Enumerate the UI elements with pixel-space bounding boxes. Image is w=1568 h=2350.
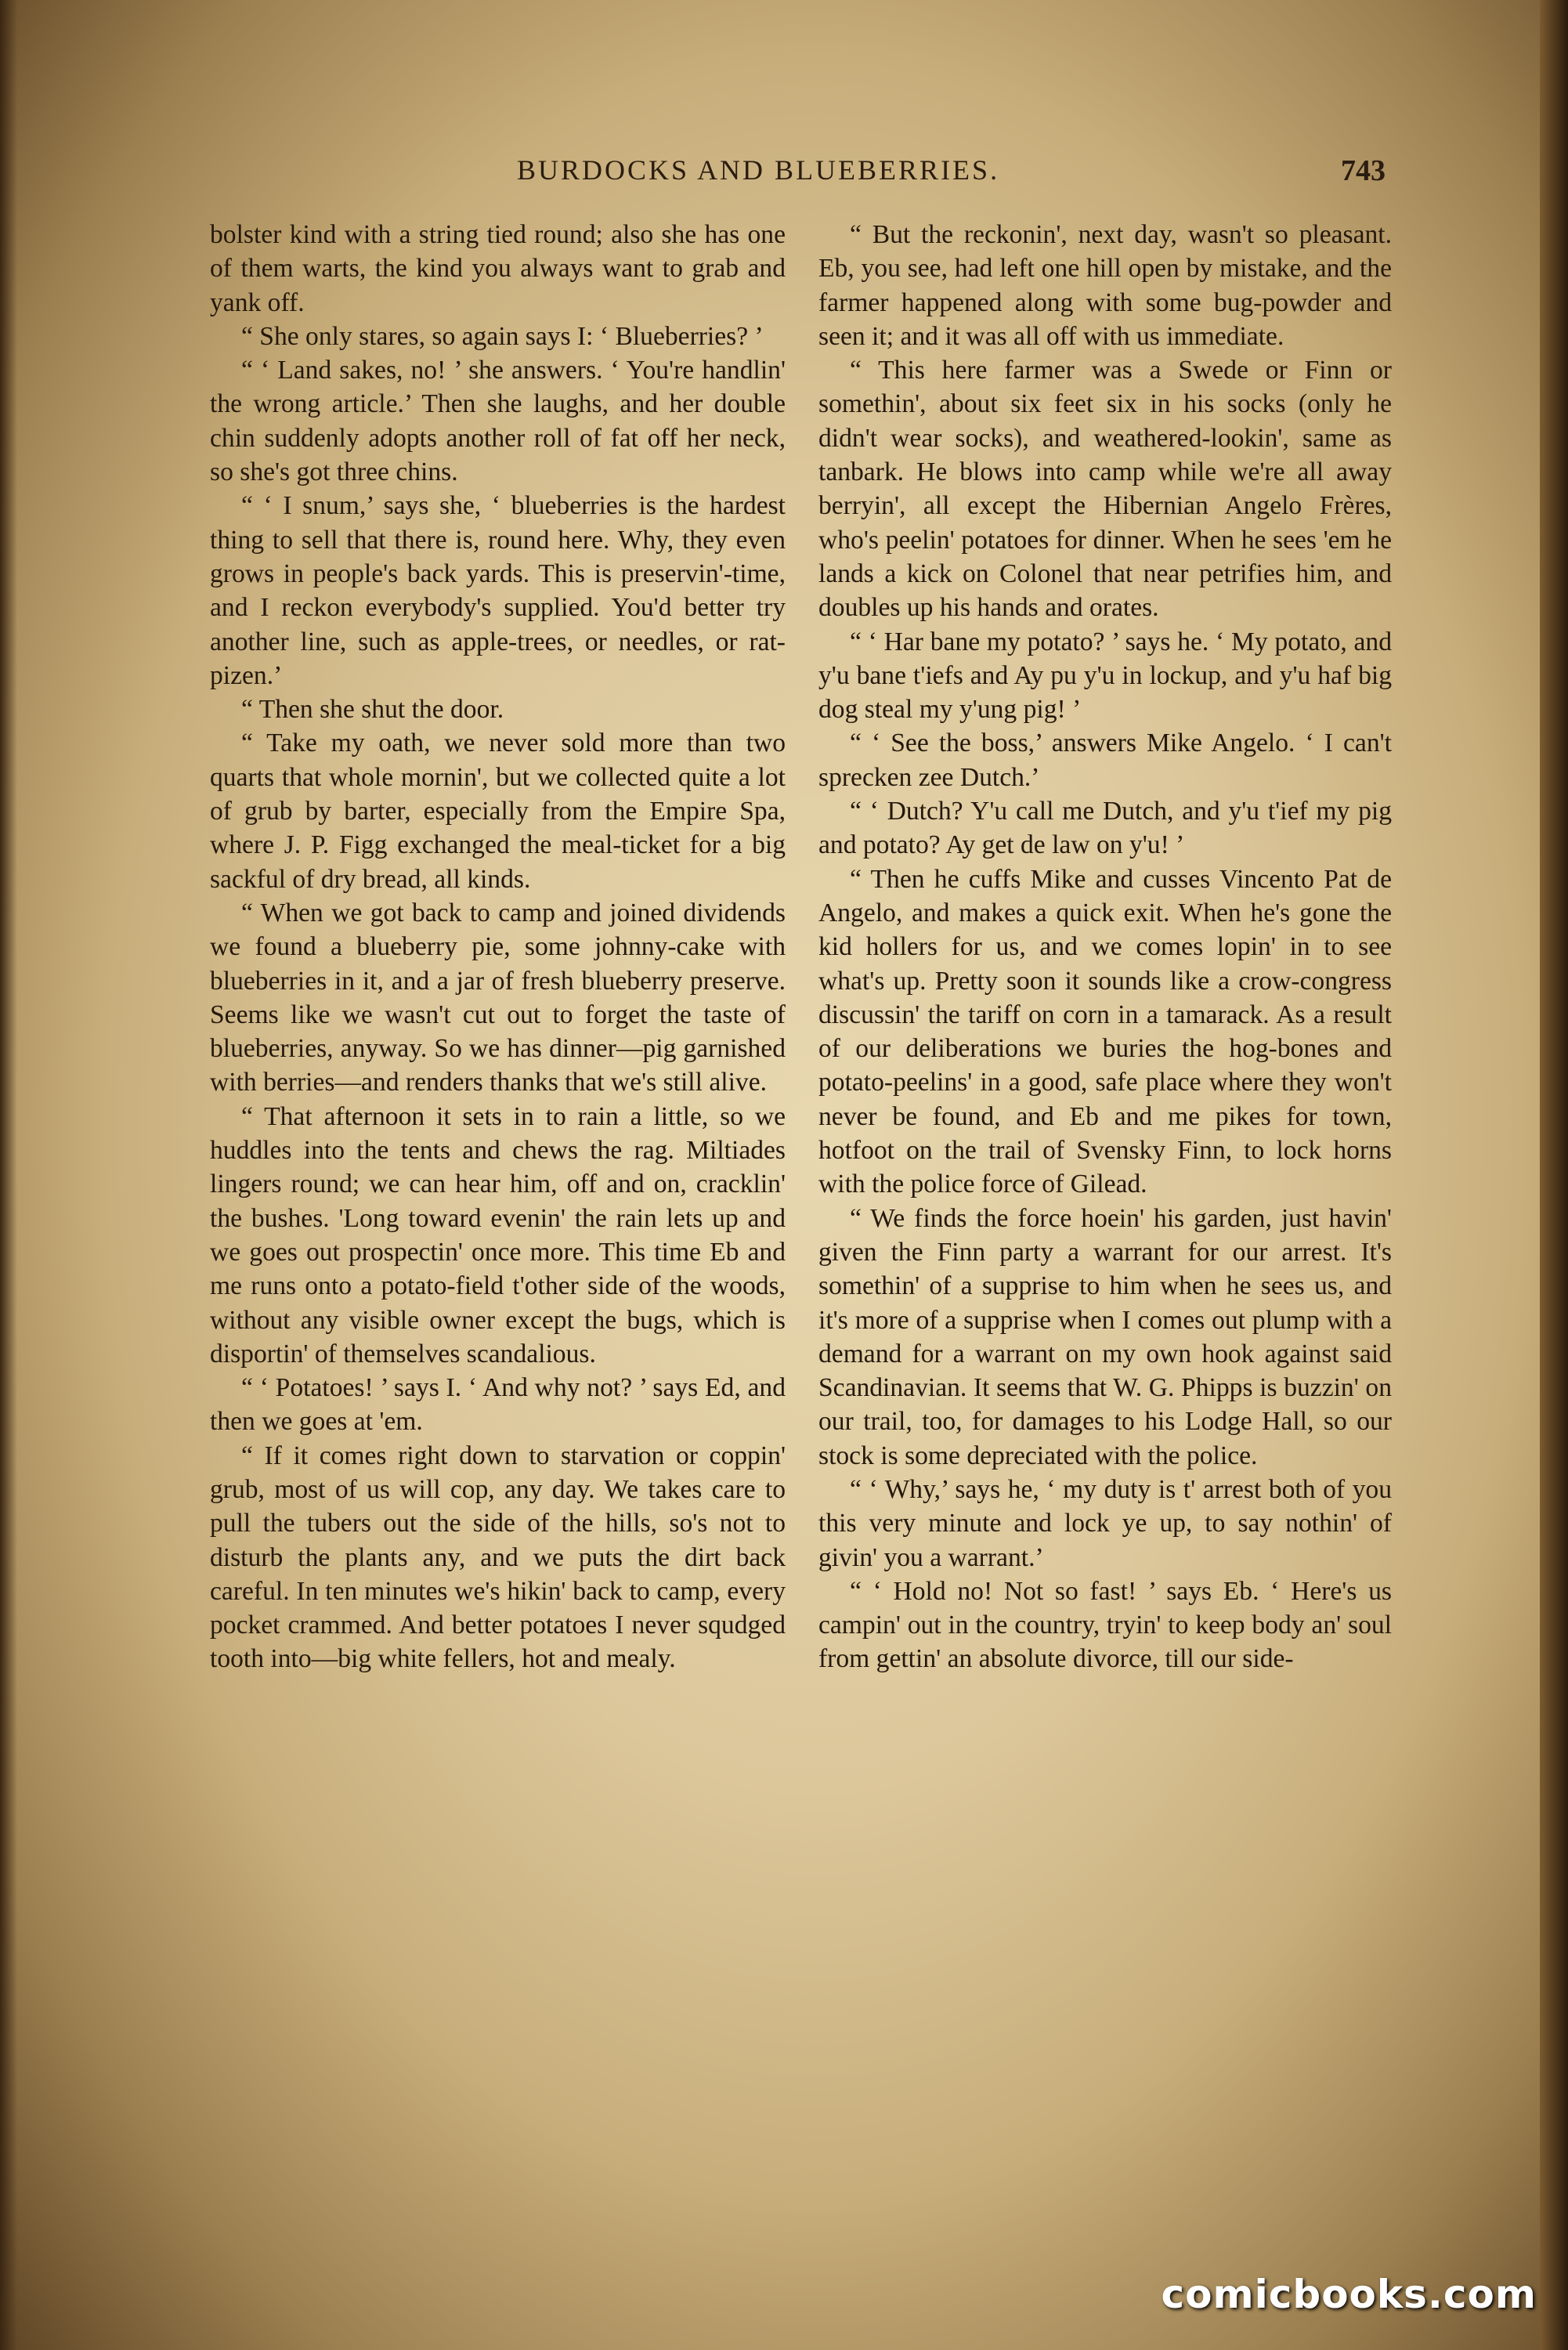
- paragraph: bolster kind with a string tied round; also she has one of them warts, the kind you always want to grab and yank off.: [210, 220, 786, 317]
- running-head: [0, 154, 1568, 193]
- paragraph: “ Take my oath, we never sold more than two quarts that whole mornin', but we collected quite a lot of grub by barter, especially from the Empire Spa, where J. P. Figg exchanged the meal-ticket for a big sackful of dry bread, all kinds.: [210, 728, 786, 894]
- right-column: [818, 218, 1392, 1676]
- paragraph: “ We finds the force hoein' his garden, just havin' given the Finn party a warrant for our arrest. It's somethin' of a supprise to him when he sees us, and it's more of a supprise when I comes out plump with a demand for a warrant on my own hook against said Scandinavian. It seems that W. G. Phipps is buzzin' on our trail, too, for damages to his Lodge Hall, so our stock is some depreciated with the police.: [818, 1203, 1392, 1470]
- left-column: [210, 218, 786, 1676]
- paragraph: “ ‘ I snum,’ says she, ‘ blueberries is the hardest thing to sell that there is, round here. Why, they even grows in people's back yards. This is preservin'-time, and I reckon everybody's supplied. You'd better try another line, such as apple-trees, or needles, or rat-pizen.’: [210, 491, 786, 690]
- paragraph: “ ‘ Why,’ says he, ‘ my duty is t' arrest both of you this very minute and lock ye up, to say nothin' of givin' you a warrant.’: [818, 1474, 1392, 1572]
- paragraph: “ That afternoon it sets in to rain a little, so we huddles into the tents and chews the rag. Miltiades lingers round; we can hear him, off and on, cracklin' the bushes. 'Long toward evenin' the rain lets up and we goes out prospectin' once more. This time Eb and me runs onto a potato-field t'other side of the woods, without any visible owner except the bugs, which is disportin' of themselves scandalious.: [210, 1101, 786, 1368]
- paragraph: “ If it comes right down to starvation or coppin' grub, most of us will cop, any day. We takes care to pull the tubers out the side of the hills, so's not to disturb the plants any, and we puts the dirt back careful. In ten minutes we's hikin' back to camp, every pocket crammed. And better potatoes I never squdged tooth into—big white fellers, hot and mealy.: [210, 1441, 786, 1674]
- page-left-shadow: [0, 0, 17, 2350]
- paragraph: “ ‘ Dutch? Y'u call me Dutch, and y'u t'ief my pig and potato? Ay get de law on y'u! ’: [818, 797, 1392, 860]
- page-number: 743: [1341, 154, 1386, 187]
- page-right-edge: [1540, 0, 1568, 2350]
- paragraph: “ ‘ Potatoes! ’ says I. ‘ And why not? ’ says Ed, and then we goes at 'em.: [210, 1373, 786, 1437]
- paragraph: “ ‘ Har bane my potato? ’ says he. ‘ My potato, and y'u bane t'iefs and Ay pu y'u in lockup, and y'u haf big dog steal my y'ung pig! ’: [818, 627, 1392, 725]
- paragraph: “ Then she shut the door.: [241, 695, 504, 725]
- paragraph: “ But the reckonin', next day, wasn't so pleasant. Eb, you see, had left one hill open by mistake, and the farmer happened along with some bug-powder and seen it; and it was all off with us immediate.: [818, 220, 1392, 351]
- paragraph: “ She only stares, so again says I: ‘ Blueberries? ’: [241, 321, 764, 351]
- paragraph: “ This here farmer was a Swede or Finn or somethin', about six feet six in his socks (only he didn't wear socks), and weathered-lookin', same as tanbark. He blows into camp while we're all away berryin', all except the Hibernian Angelo Frères, who's peelin' potatoes for dinner. When he sees 'em he lands a kick on Colonel that near petrifies him, and doubles up his hands and orates.: [818, 356, 1392, 623]
- paragraph: “ ‘ Hold no! Not so fast! ’ says Eb. ‘ Here's us campin' out in the country, tryin' to keep body an' soul from gettin' an absolute divorce, till our side-: [818, 1576, 1392, 1674]
- paragraph: “ ‘ See the boss,’ answers Mike Angelo. ‘ I can't sprecken zee Dutch.’: [818, 728, 1392, 792]
- watermark-logo: comicbooks.com: [1161, 2272, 1537, 2317]
- paragraph: “ ‘ Land sakes, no! ’ she answers. ‘ You're handlin' the wrong article.’ Then she laughs, and her double chin suddenly adopts another roll of fat off her neck, so she's got three chins.: [210, 356, 786, 487]
- running-head-title: BURDOCKS AND BLUEBERRIES.: [517, 154, 1000, 186]
- paragraph: “ When we got back to camp and joined dividends we found a blueberry pie, some johnny-cake with blueberries in it, and a jar of fresh blueberry preserve. Seems like we wasn't cut out to forget the taste of blueberries, anyway. So we has dinner—pig garnished with berries—and renders thanks that we's still alive.: [210, 898, 786, 1097]
- paragraph: “ Then he cuffs Mike and cusses Vincento Pat de Angelo, and makes a quick exit. When he's gone the kid hollers for us, and we comes lopin' in to see what's up. Pretty soon it sounds like a crow-congress discussin' the tariff on corn in a tamarack. As a result of our deliberations we buries the hog-bones and potato-peelins' in a good, safe place where they won't never be found, and Eb and me pikes for town, hotfoot on the trail of Svensky Finn, to lock horns with the police force of Gilead.: [818, 864, 1392, 1199]
